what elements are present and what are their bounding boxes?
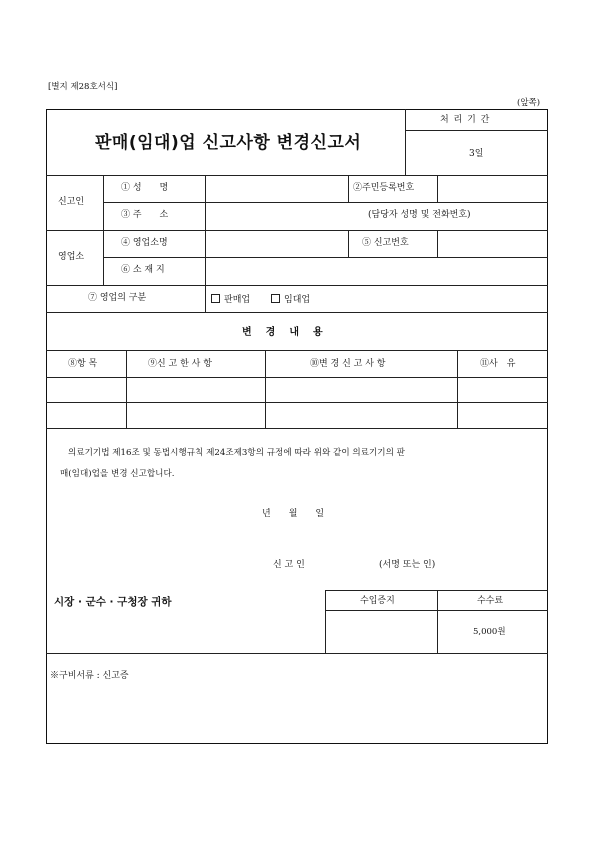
divider [348, 230, 349, 257]
row2-item-field[interactable] [47, 403, 125, 427]
divider [46, 285, 548, 286]
row2-changed-field[interactable] [266, 403, 456, 427]
declaration-line-2: 매(임대)업을 변경 신고합니다. [60, 469, 175, 479]
contact-label: (담당자 성명 및 전화번호) [368, 210, 471, 220]
business-location-field[interactable] [206, 258, 547, 284]
reporter-sign-label: 신 고 인 [273, 560, 305, 570]
divider [205, 285, 206, 312]
fee-label: 수수료 [477, 596, 504, 606]
form-title: 판매(임대)업 신고사항 변경신고서 [95, 133, 362, 153]
row2-reason-field[interactable] [458, 403, 547, 427]
reporter-name-label: ① 성 명 [121, 183, 169, 193]
declaration-line-1: 의료기기법 제16조 및 동법시행규칙 제24조제3항의 규정에 따라 위와 같이 의료기기의 판 [68, 448, 405, 458]
business-location-label: ⑥ 소 재 지 [121, 265, 165, 275]
revenue-stamp-area[interactable] [326, 611, 436, 652]
attachment-note: ※구비서류 : 신고증 [50, 671, 129, 681]
header-reported: ⑨신 고 한 사 항 [148, 359, 212, 369]
processing-period-label: 처 리 기 간 [440, 115, 491, 125]
business-group-label: 영업소 [58, 252, 85, 262]
reporter-sign-field[interactable] [320, 556, 375, 572]
row1-changed-field[interactable] [266, 378, 456, 401]
recipient: 시장 · 군수 · 구청장 귀하 [54, 596, 172, 608]
form-number: [별지 제28호서식] [48, 82, 118, 92]
header-reason: ⑪사 유 [480, 359, 516, 369]
divider [46, 312, 548, 313]
business-category-label: ⑦ 영업의 구분 [88, 293, 147, 303]
row1-item-field[interactable] [47, 378, 125, 401]
divider [348, 175, 349, 202]
rental-checkbox[interactable] [271, 294, 310, 305]
row1-reported-field[interactable] [127, 378, 264, 401]
processing-period-value: 3일 [469, 149, 484, 159]
report-number-field[interactable] [438, 231, 547, 256]
rental-option-label: 임대업 [284, 295, 311, 305]
resident-number-field[interactable] [438, 176, 547, 201]
divider [405, 109, 406, 175]
declaration-date: 년 월 일 [262, 509, 325, 519]
reporter-group-label: 신고인 [58, 197, 85, 207]
divider [46, 428, 548, 429]
reporter-name-field[interactable] [206, 176, 347, 201]
revenue-stamp-label: 수입증지 [360, 596, 395, 606]
sales-checkbox[interactable] [211, 294, 250, 305]
divider [46, 653, 548, 654]
sales-option-label: 판매업 [224, 295, 251, 305]
page-side-label: (앞쪽) [517, 98, 541, 108]
business-name-label: ④ 영업소명 [121, 238, 168, 248]
row1-reason-field[interactable] [458, 378, 547, 401]
report-number-label: ⑤ 신고번호 [362, 238, 409, 248]
resident-number-label: ②주민등록번호 [353, 183, 415, 193]
sign-hint: (서명 또는 인) [379, 560, 436, 570]
checkbox-icon [211, 294, 220, 303]
divider [405, 130, 548, 131]
changes-section-title: 변 경 내 용 [242, 327, 325, 338]
header-changed: ⑩변 경 신 고 사 항 [310, 359, 386, 369]
reporter-address-label: ③ 주 소 [121, 210, 169, 220]
fee-value: 5,000원 [473, 627, 506, 637]
divider [437, 590, 438, 653]
divider [46, 350, 548, 351]
row2-reported-field[interactable] [127, 403, 264, 427]
checkbox-icon [271, 294, 280, 303]
business-name-field[interactable] [206, 231, 347, 256]
header-item: ⑧항 목 [68, 359, 98, 369]
